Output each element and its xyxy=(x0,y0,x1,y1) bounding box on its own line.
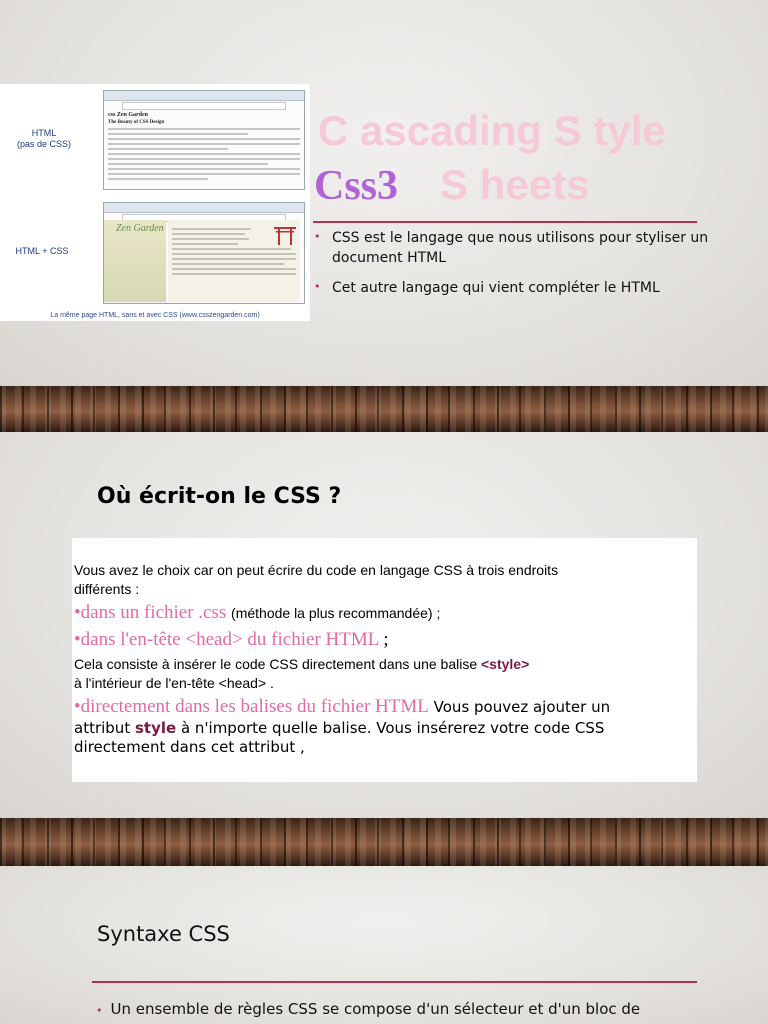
bullet-item: • Cet autre langage qui vient compléter le HTML xyxy=(314,278,734,298)
wood-floor-divider xyxy=(0,818,768,866)
intro-text: Vous avez le choix car on peut écrire du code en langage CSS à trois endroits xyxy=(74,562,559,578)
slide-title: Css3 xyxy=(314,163,399,209)
option-inline-style: •directement dans les balises du fichier HTML Vous pouvez ajouter un xyxy=(74,696,611,717)
browser-screenshot-no-css xyxy=(103,90,305,190)
bullet-list xyxy=(314,228,734,308)
zen-garden-logo: Zen Garden xyxy=(116,223,164,234)
slide-title: Où écrit-on le CSS ? xyxy=(97,484,342,509)
intro-text-cont: différents : xyxy=(74,581,140,597)
bullet-item: • Un ensemble de règles CSS se compose d'un sélecteur et d'un bloc de xyxy=(96,1000,641,1018)
wood-floor-divider xyxy=(0,386,768,432)
torii-gate-icon xyxy=(274,225,296,245)
figure-caption: La même page HTML, sans et avec CSS (www.csszengarden.com) xyxy=(50,312,260,319)
option-inline-description: attribut style à n'importe quelle balise. Vous insérerez votre code CSS xyxy=(74,719,605,737)
option-head-description-cont: à l'intérieur de l'en-tête <head> . xyxy=(74,675,274,691)
option-head-description: Cela consiste à insérer le code CSS directement dans une balise <style> xyxy=(74,656,530,672)
bullet-icon: • xyxy=(314,230,321,243)
browser-titlebar xyxy=(104,91,304,101)
option-head-style: •dans l'en-tête <head> du fichier HTML ; xyxy=(74,629,389,650)
browser-titlebar xyxy=(104,203,304,213)
figure-label-html-css: HTML + CSS xyxy=(15,246,69,256)
zen-subheading: The Beauty of CSS Design xyxy=(108,120,165,125)
bullet-item: • CSS est le langage que nous utilisons pour styliser un document HTML xyxy=(314,228,734,268)
slide-title: Syntaxe CSS xyxy=(97,922,230,946)
zen-heading: css Zen Garden xyxy=(108,112,149,118)
content-panel xyxy=(72,538,697,782)
figure-label-html: HTML (pas de CSS) xyxy=(16,128,72,149)
slide-title-watermark: C ascading S tyle S heets xyxy=(318,107,666,208)
browser-address-bar xyxy=(122,102,286,110)
bullet-icon: • xyxy=(314,280,321,293)
option-inline-description-cont: directement dans cet attribut , xyxy=(74,738,305,756)
title-divider xyxy=(92,981,697,983)
browser-screenshot-with-css xyxy=(103,202,305,304)
title-divider xyxy=(313,221,697,223)
option-external-file: •dans un fichier .css (méthode la plus recommandée) ; xyxy=(74,602,441,623)
html-vs-css-figure xyxy=(0,84,310,321)
bullet-icon: • xyxy=(96,1004,103,1017)
